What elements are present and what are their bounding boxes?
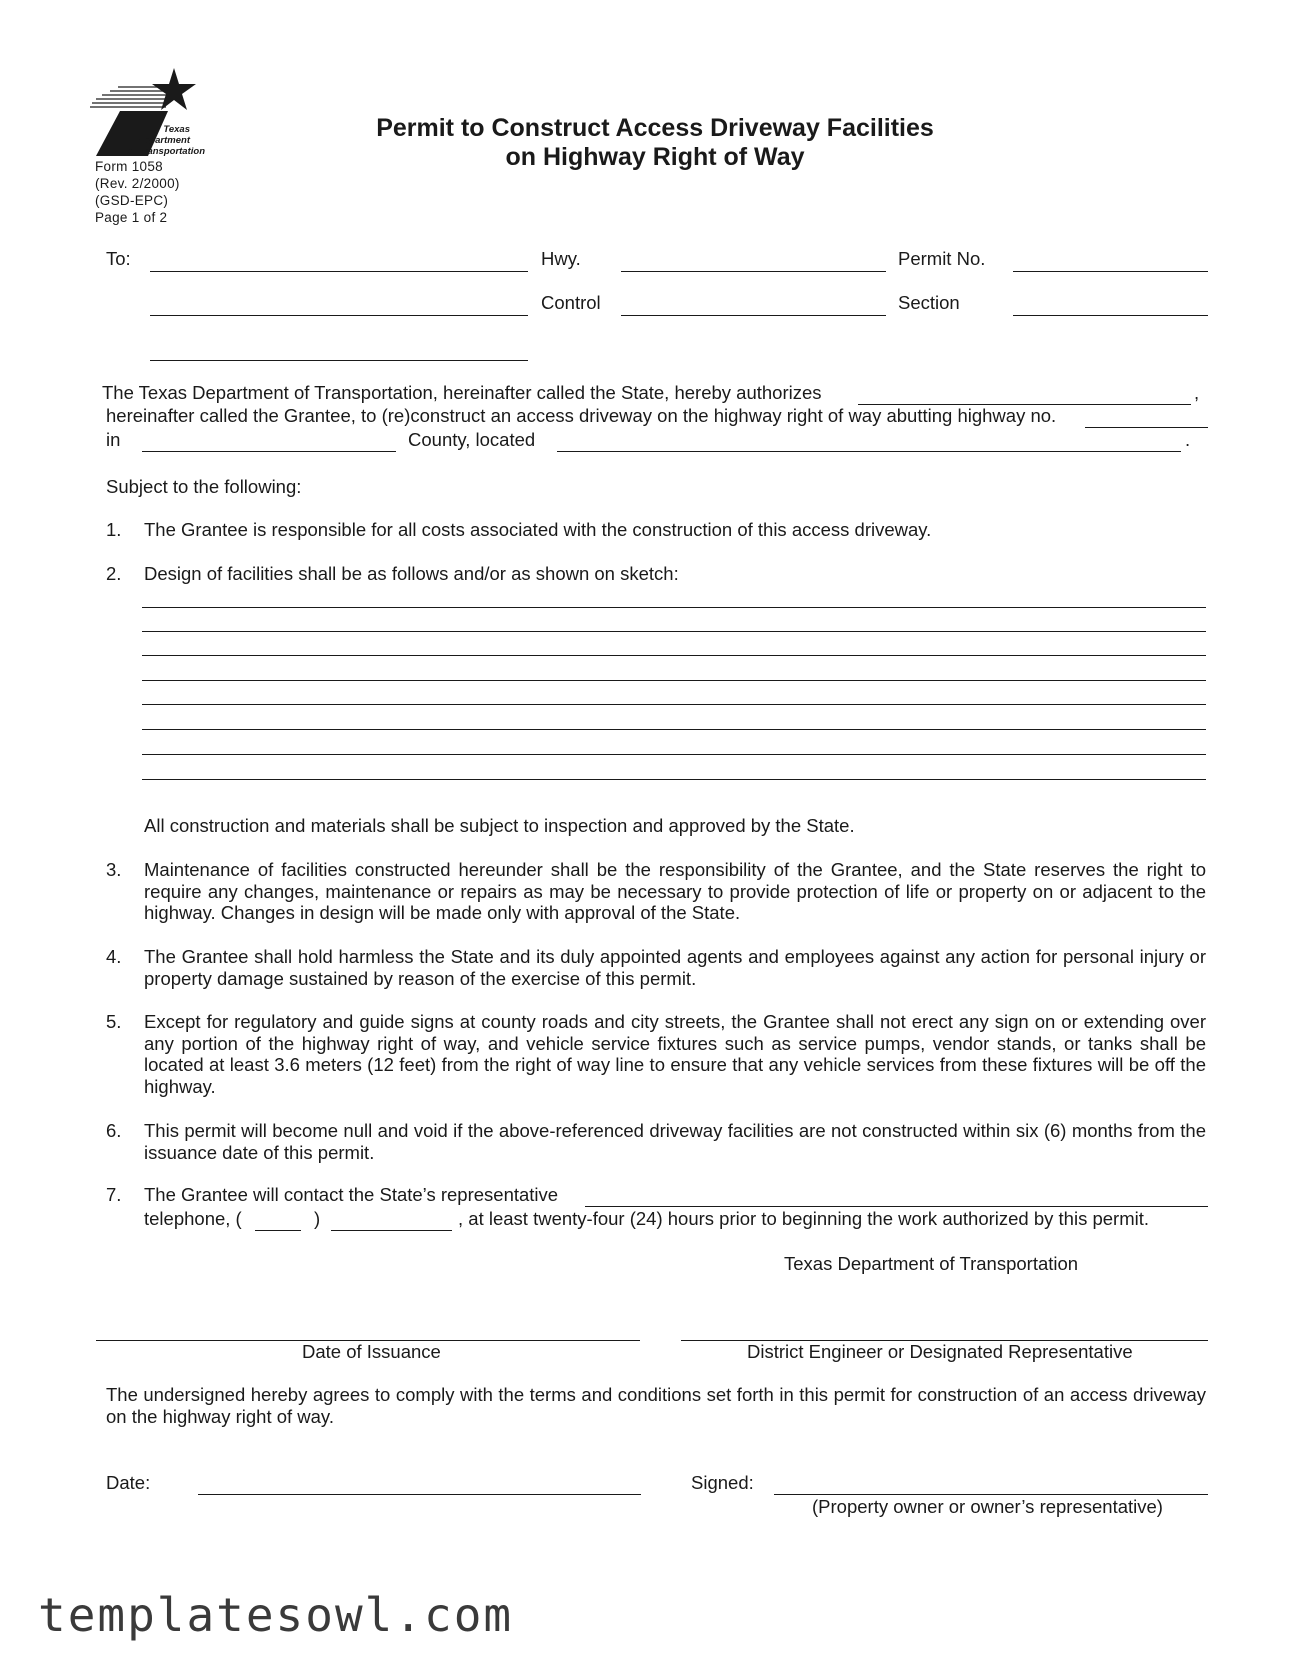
item-3-number: 3. [106, 859, 122, 880]
telephone-number-line[interactable] [331, 1230, 452, 1231]
intro-authorizes: The Texas Department of Transportation, hereinafter called the State, hereby authorizes [102, 382, 822, 403]
design-line[interactable] [142, 607, 1206, 608]
form-revision: (Rev. 2/2000) [95, 176, 180, 191]
agreement-text: The undersigned hereby agrees to comply with the terms and conditions set forth in this permit for construction of an access driveway on the highway right of way. [106, 1384, 1206, 1427]
district-engineer-label: District Engineer or Designated Representative [747, 1341, 1133, 1362]
logo-line-texas: Texas [163, 124, 190, 135]
to-field-line-1[interactable] [150, 271, 528, 272]
design-line[interactable] [142, 680, 1206, 681]
item-7-number: 7. [106, 1184, 122, 1205]
telephone-label: telephone, ( [144, 1208, 242, 1229]
form-title-line2: on Highway Right of Way [505, 143, 805, 171]
permit-no-label: Permit No. [898, 248, 986, 269]
signature-line[interactable] [774, 1494, 1208, 1495]
intro-period: . [1185, 429, 1191, 450]
item-5-number: 5. [106, 1011, 122, 1032]
signed-label: Signed: [691, 1472, 754, 1493]
logo-line-transportation: of Transportation [126, 146, 205, 157]
hwy-label: Hwy. [541, 248, 581, 269]
control-label: Control [541, 292, 601, 313]
to-field-line-3[interactable] [150, 360, 528, 361]
item-7-text: The Grantee will contact the State’s representative [144, 1184, 559, 1205]
intro-county: County, located [408, 429, 536, 450]
page-number: Page 1 of 2 [95, 210, 168, 225]
date-signed-line[interactable] [198, 1494, 641, 1495]
intro-comma: , [1194, 382, 1200, 403]
item-4-number: 4. [106, 946, 122, 967]
logo-line-department: Department [137, 135, 190, 146]
section-label: Section [898, 292, 960, 313]
owner-caption: (Property owner or owner’s representative) [812, 1496, 1163, 1517]
section-field-line[interactable] [1013, 315, 1208, 316]
to-field-line-2[interactable] [150, 315, 528, 316]
item-1-number: 1. [106, 519, 122, 540]
item-1-text: The Grantee is responsible for all costs associated with the construction of this access driveway. [144, 519, 932, 540]
county-line[interactable] [142, 451, 396, 452]
intro-grantee: hereinafter called the Grantee, to (re)construct an access driveway on the highway right of way abutting highway no. [106, 405, 1057, 426]
to-label: To: [106, 248, 131, 269]
item-2-number: 2. [106, 563, 122, 584]
form-code: (GSD-EPC) [95, 193, 169, 208]
design-line[interactable] [142, 754, 1206, 755]
design-line[interactable] [142, 729, 1206, 730]
watermark: templatesowl.com [38, 1588, 514, 1642]
inspection-note: All construction and materials shall be subject to inspection and approved by the State. [144, 815, 855, 836]
permit-no-field-line[interactable] [1013, 271, 1208, 272]
design-line[interactable] [142, 655, 1206, 656]
area-code-line[interactable] [255, 1230, 301, 1231]
design-line[interactable] [142, 631, 1206, 632]
date-of-issuance-label: Date of Issuance [302, 1341, 441, 1362]
agency-name: Texas Department of Transportation [784, 1253, 1079, 1274]
location-line[interactable] [557, 451, 1181, 452]
intro-in: in [106, 429, 121, 450]
item-3-text: Maintenance of facilities constructed hereunder shall be the responsibility of the Grantee, and the State reserves the right to require any changes, maintenance or repairs as may be necessary to provide protection of life or property on or adjacent to the highway. Changes in design will be made only with approval of the State. [144, 859, 1206, 923]
item-6-text: This permit will become null and void if the above-referenced driveway facilities are not constructed within six (6) months from the issuance date of this permit. [144, 1120, 1206, 1163]
date-label: Date: [106, 1472, 151, 1493]
design-line[interactable] [142, 779, 1206, 780]
highway-no-line[interactable] [1085, 427, 1208, 428]
control-field-line[interactable] [621, 315, 886, 316]
design-line[interactable] [142, 704, 1206, 705]
hwy-field-line[interactable] [621, 271, 886, 272]
item-4-text: The Grantee shall hold harmless the State and its duly appointed agents and employees against any action for personal injury or property damage sustained by reason of the exercise of this permit. [144, 946, 1206, 989]
telephone-notice: , at least twenty-four (24) hours prior to beginning the work authorized by this permit. [458, 1208, 1150, 1229]
telephone-close-paren: ) [314, 1208, 321, 1229]
item-2-text: Design of facilities shall be as follows and/or as shown on sketch: [144, 563, 679, 584]
state-representative-line[interactable] [585, 1206, 1208, 1207]
form-number: Form 1058 [95, 159, 163, 174]
item-5-text: Except for regulatory and guide signs at county roads and city streets, the Grantee shall not erect any sign on or extending over any portion of the highway right of way, and vehicle service fixtures such as service pumps, vendor stands, or tanks shall be located at least 3.6 meters (12 feet) from the right of way line to ensure that any vehicle services from these fixtures will be off the highway. [144, 1011, 1206, 1097]
item-6-number: 6. [106, 1120, 122, 1141]
subject-heading: Subject to the following: [106, 476, 302, 497]
form-title-line1: Permit to Construct Access Driveway Facilities [376, 114, 934, 142]
